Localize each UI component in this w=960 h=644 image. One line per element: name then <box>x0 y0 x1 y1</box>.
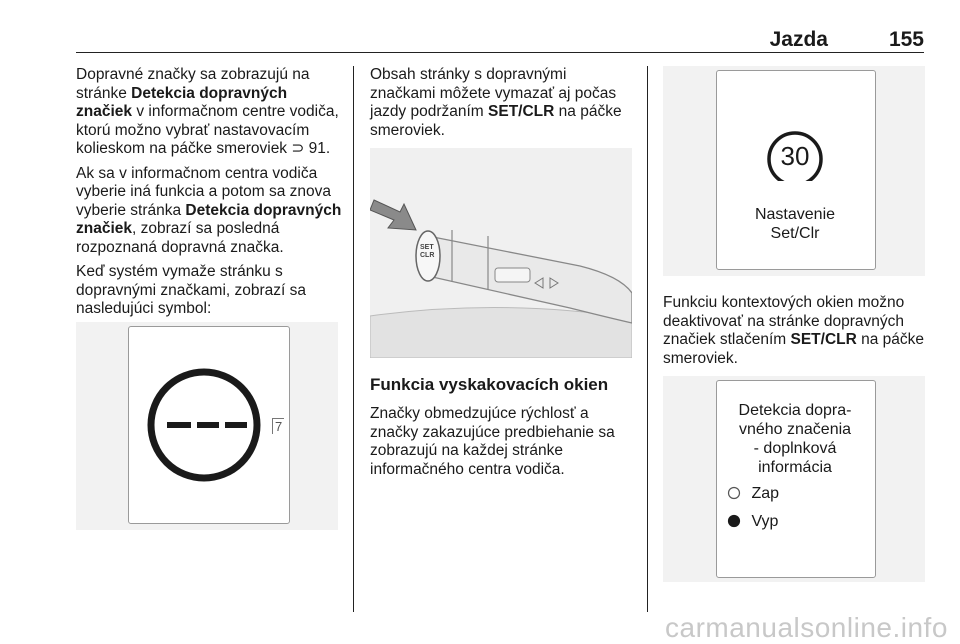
page-number: 155 <box>888 28 924 51</box>
radio-unselected-icon[interactable] <box>727 486 741 500</box>
cleared-sign-icon <box>129 327 289 523</box>
display-screen <box>716 70 876 270</box>
turn-signal-stalk-icon <box>370 148 632 358</box>
page-ref-icon: ⊃ <box>291 140 309 157</box>
watermark: carmanualsonline.info <box>665 612 948 643</box>
column-2 <box>370 66 636 146</box>
stalk-figure <box>370 148 632 358</box>
column-divider <box>353 66 354 612</box>
column-divider <box>647 66 648 612</box>
option-label: Vyp <box>751 513 779 530</box>
section-heading: Funkcia vyskakovacích okien <box>370 375 609 394</box>
radio-selected-icon[interactable] <box>727 514 741 528</box>
settings-title: Detekcia dopra- vného značenia - doplnková informácia <box>738 402 852 476</box>
speed-value: 30 <box>780 141 810 171</box>
option-vyp[interactable] <box>727 513 778 531</box>
figure-code: 7 <box>272 418 284 434</box>
option-label: Zap <box>751 485 780 502</box>
paragraph: Funkciu kontextových okien možno deaktivovať na stránke dopravných značiek stlačením SET/CLR na páčke smeroviek. <box>663 294 925 367</box>
section-title: Jazda <box>769 28 828 51</box>
paragraph: Keď systém vymaže stránku s dopravnými značkami, zobrazí sa nasledujúci symbol: <box>76 263 307 317</box>
option-zap[interactable] <box>727 485 779 503</box>
page-ref-link[interactable]: 91. <box>308 140 331 157</box>
display-screen <box>716 380 876 578</box>
paragraph: Dopravné značky sa zobrazujú na stránke Detekcia dopravných značiek v informačnom centre vodiča, ktorú možno vybrať nastavovacím kolieskom na páčke smeroviek ⊃ 91. <box>76 66 339 157</box>
column-1 <box>76 66 342 325</box>
paragraph: Značky obmedzujúce rýchlosť a značky zakazujúce predbiehanie sa zobrazujú na každej stránke informačného centra vodiča. <box>370 405 615 478</box>
set-clr-button[interactable]: SET CLR <box>420 244 435 259</box>
column-3 <box>663 294 929 374</box>
paragraph: Obsah stránky s dopravnými značkami môžete vymazať aj počas jazdy podržaním SET/CLR na páčke smeroviek. <box>370 66 622 139</box>
screen-caption: Nastavenie Set/Clr <box>754 206 836 242</box>
display-screen <box>128 326 290 524</box>
page-header <box>76 28 924 53</box>
column-2-lower <box>370 405 636 485</box>
paragraph: Ak sa v informačnom centra vodiča vyberie iná funkcia a potom sa znova vyberie stránka Detekcia dopravných značiek, zobrazí sa posledná rozpoznaná dopravná značka. <box>76 164 342 256</box>
